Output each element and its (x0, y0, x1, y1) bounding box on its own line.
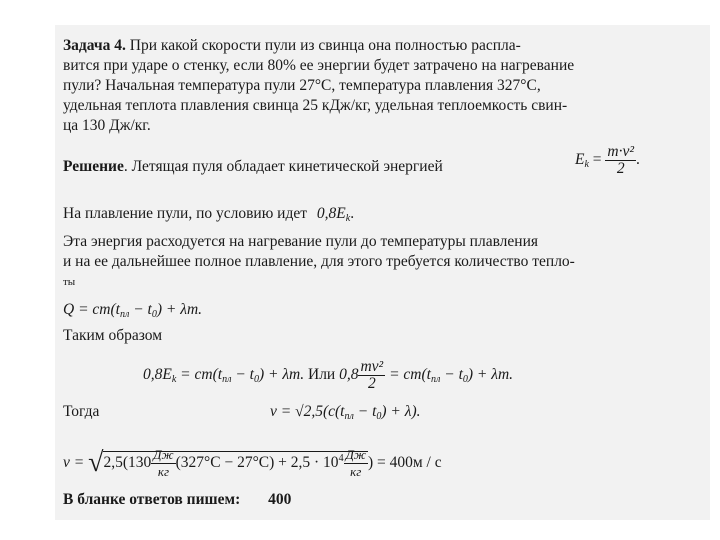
problem-line-4: удельная теплота плавления свинца 25 кДж/кг, удельная теплоемкость свин- (63, 97, 568, 114)
answer-label: В бланке ответов пишем: (63, 491, 241, 508)
energy-line-3: ты (63, 276, 76, 288)
then-label: Тогда (63, 403, 100, 420)
final-computation: v = √2,5(130 $\frac{Дж}{кг}$ $(327^\circ C - 27^\circ C) + 2,5 \cdot 10^4$ $\frac{Дж}{кг}$ ) = 400м / с (63, 446, 442, 479)
solution-intro: . Летящая пуля обладает кинетической энергией (123, 158, 443, 175)
answer-value: 400 (268, 491, 292, 508)
q-formula: $Q = cm(t_{пл} - t_0) + \lambda m$. (63, 301, 203, 320)
equation-line: $0,8E_k = cm(t_{пл} - t_0) + \lambda m$. Или 0,8 $\frac{\text{mv²}}{2}$ = $cm(t_{пл} - t_0) + \lambda m$. (143, 357, 514, 392)
solution-line-1 (63, 158, 443, 176)
problem-text-1: При какой скорости пули из свинца она полностью распла- (129, 37, 521, 54)
eq2-fraction: $\frac{\text{mv²}}{2}$ (360, 357, 384, 392)
v-expression: $v = √2,5(c(t_{пл} - t_0) + \lambda)$. (270, 403, 421, 422)
problem-label: Задача 4. (63, 37, 126, 54)
energy-line-2: и на ее дальнейшее полное плавление, для этого требуется количество тепло- (63, 253, 575, 270)
problem-line-5: ца 130 Дж/кг. (63, 117, 151, 134)
ek-fraction: $\frac{\text{m·v²}}{2}$ (607, 142, 635, 177)
problem-line-1 (63, 37, 521, 55)
unit-fraction-1: $\frac{Дж}{кг}$ (153, 446, 174, 479)
document-page (55, 25, 710, 520)
problem-line-3: пули? Начальная температура пули 27°С, температура плавления 327°С, (63, 77, 541, 94)
solution-label: Решение (63, 158, 124, 175)
ek-formula: $E_k$ = $\frac{\text{m·v²}}{2}$ . (575, 142, 640, 177)
sqrt-icon: √ (88, 447, 104, 478)
thus-line: Таким образом (63, 327, 163, 344)
answer-line (63, 491, 291, 509)
melt-line: На плавление пули, по условию идет $0,8E_k$. (63, 205, 355, 224)
energy-line-1: Эта энергия расходуется на нагревание пули до температуры плавления (63, 233, 539, 250)
unit-fraction-2: $\frac{Дж}{кг}$ (345, 446, 366, 479)
problem-line-2: вится при ударе о стенку, если 80% ее энергии будет затрачено на нагревание (63, 57, 575, 74)
